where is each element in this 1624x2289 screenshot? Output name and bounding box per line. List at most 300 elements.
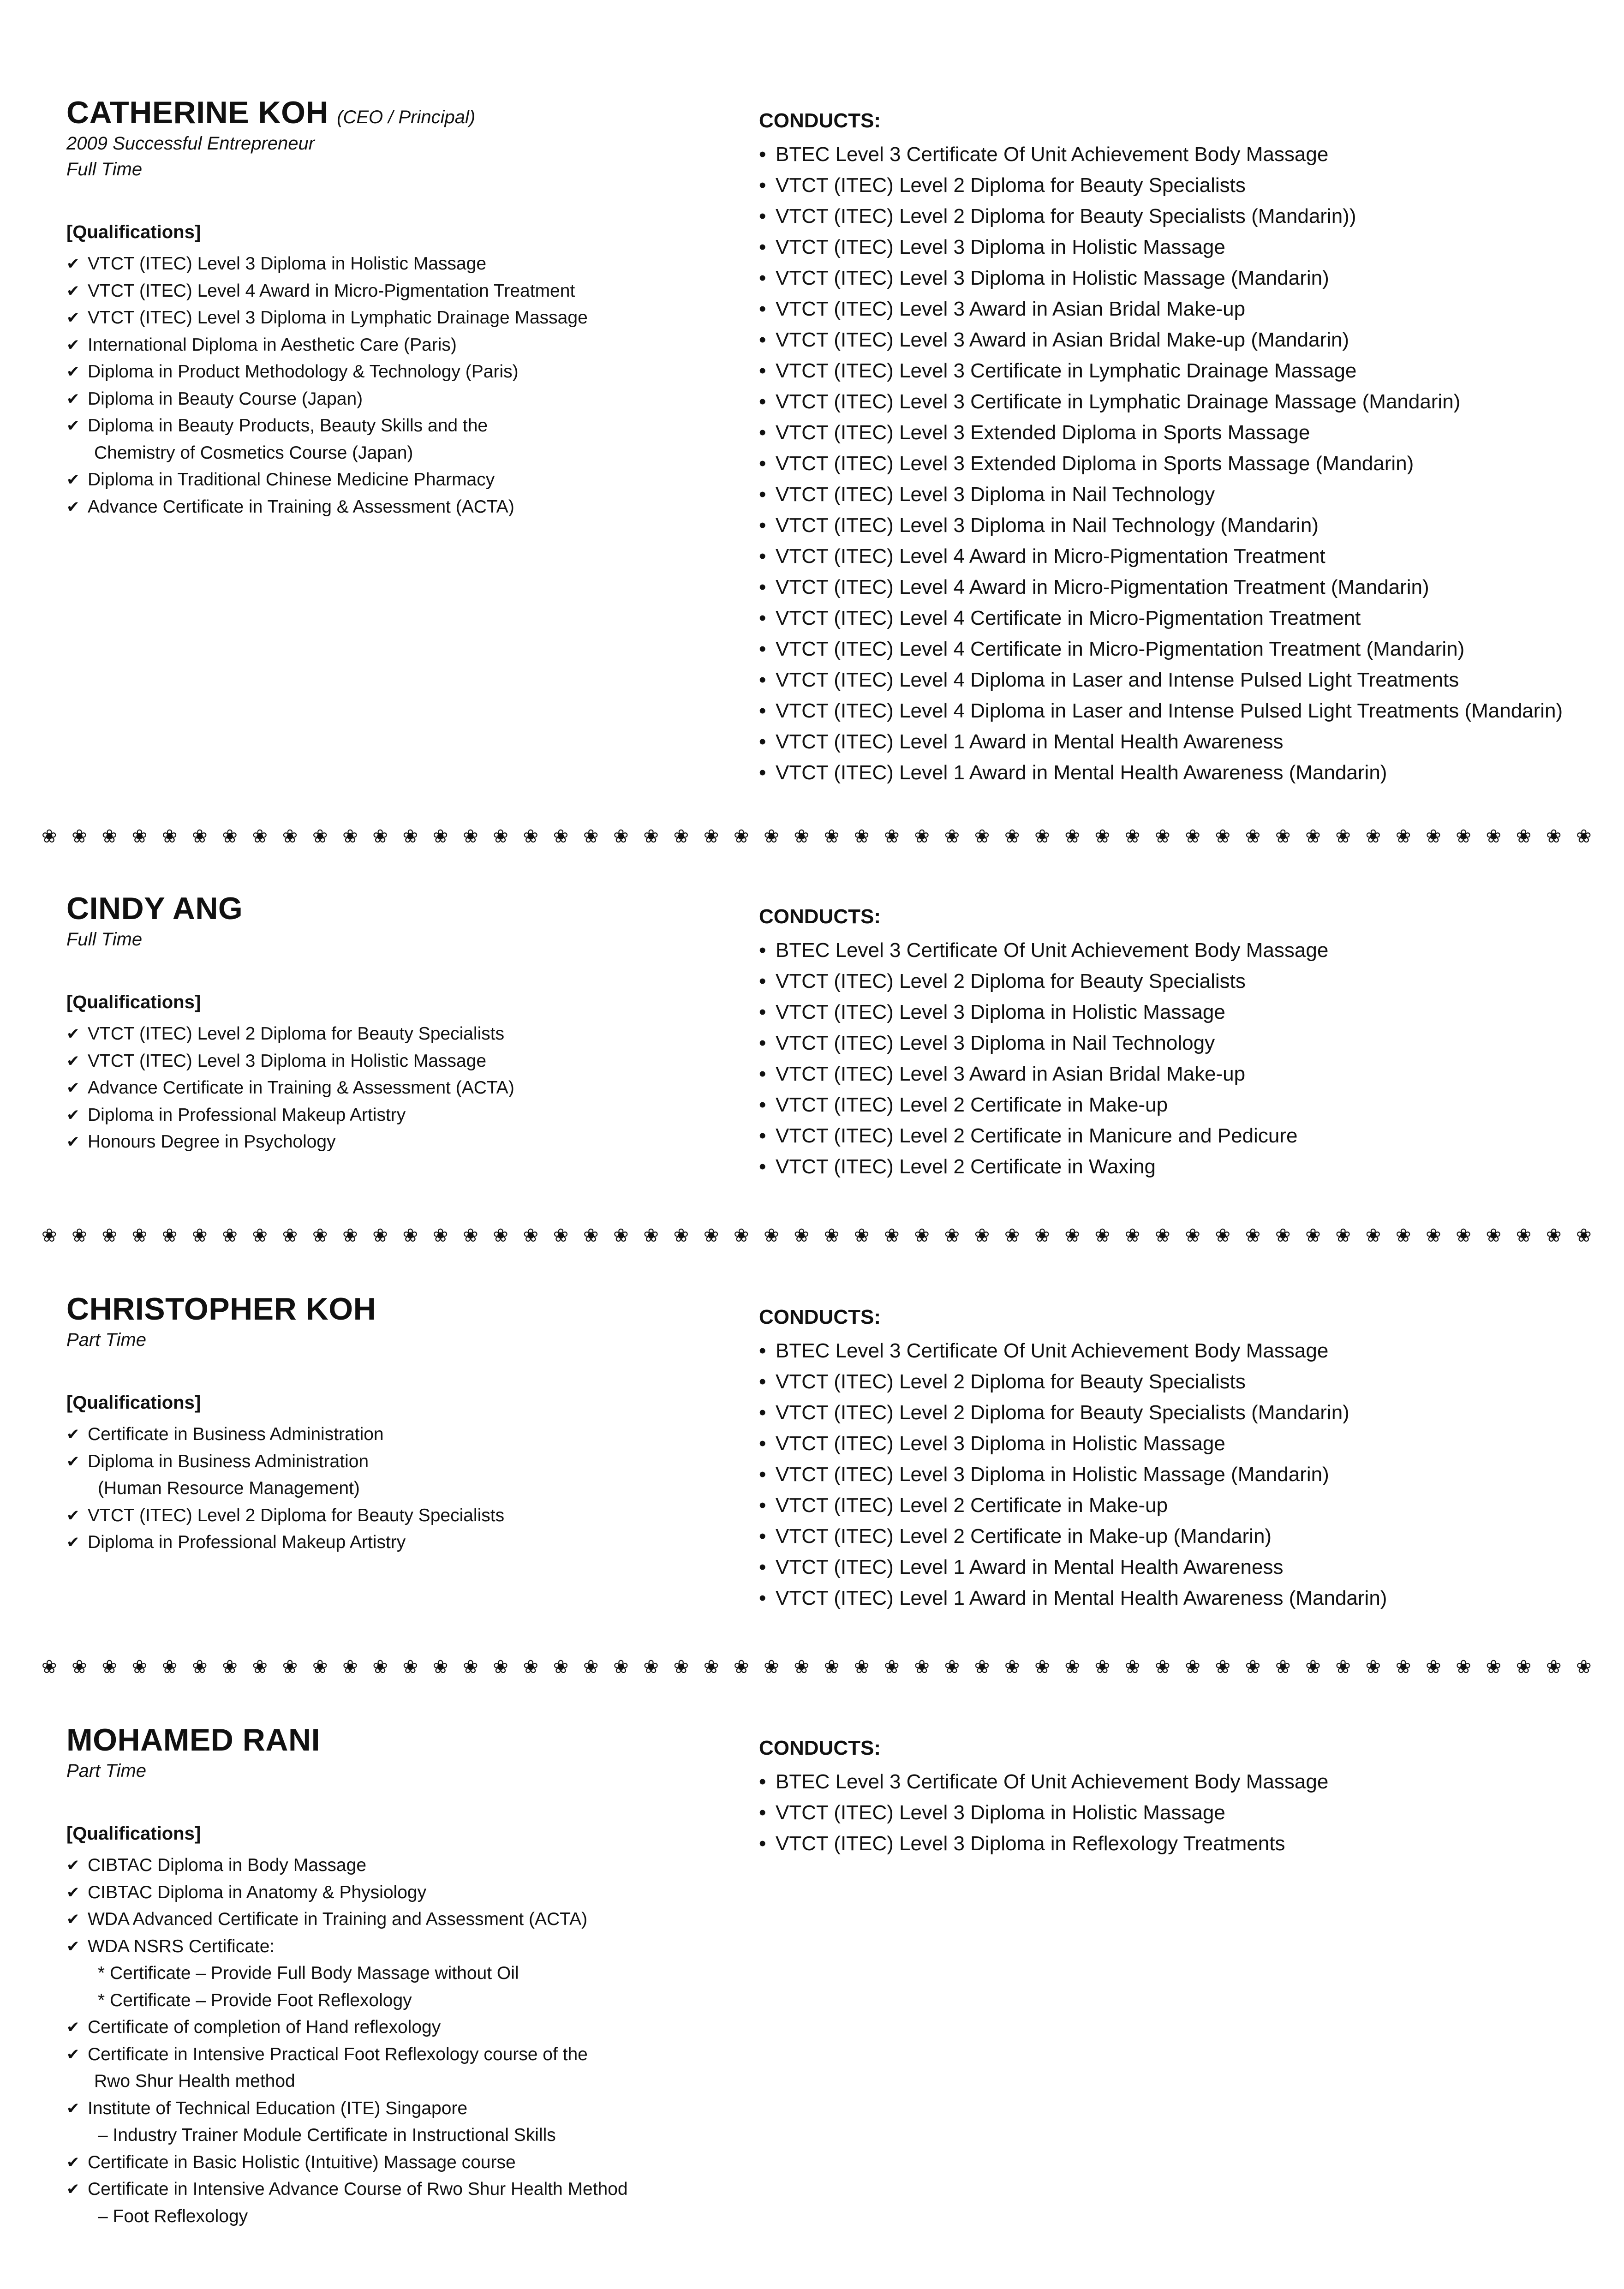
list-item: ✔ Diploma in Business Administration <box>66 1448 735 1476</box>
profile-details <box>66 95 735 520</box>
flower-icon: ❀ <box>854 826 870 847</box>
bullet-icon: • <box>759 1155 766 1178</box>
flower-icon: ❀ <box>553 1225 569 1246</box>
flower-icon: ❀ <box>372 826 388 847</box>
list-item: ✔ Diploma in Professional Makeup Artistry <box>66 1102 735 1129</box>
qualifications-list <box>66 251 735 520</box>
list-item: ✔ Diploma in Beauty Course (Japan) <box>66 386 735 413</box>
flower-icon: ❀ <box>944 1657 960 1677</box>
list-item: • BTEC Level 3 Certificate Of Unit Achievement Body Massage <box>759 1766 1589 1797</box>
bullet-icon: • <box>759 1063 766 1085</box>
list-item: ✔ VTCT (ITEC) Level 3 Diploma in Holistic Massage <box>66 251 735 278</box>
check-icon: ✔ <box>66 2153 80 2171</box>
bullet-icon: • <box>759 514 766 537</box>
list-item: ✔ Certificate of completion of Hand reflexology <box>66 2014 735 2041</box>
flower-icon: ❀ <box>102 826 117 847</box>
list-item: • VTCT (ITEC) Level 4 Diploma in Laser and Intense Pulsed Light Treatments <box>759 664 1589 695</box>
list-item: • VTCT (ITEC) Level 3 Diploma in Holistic Massage (Mandarin) <box>759 1459 1589 1490</box>
flower-icon: ❀ <box>643 826 659 847</box>
flower-icon: ❀ <box>1456 1225 1471 1246</box>
flower-icon: ❀ <box>1094 1657 1111 1677</box>
flower-icon: ❀ <box>192 826 208 847</box>
flower-icon: ❀ <box>1516 826 1532 847</box>
flower-icon: ❀ <box>1516 1657 1532 1677</box>
flower-icon: ❀ <box>703 1657 719 1677</box>
flower-icon: ❀ <box>1335 1657 1351 1677</box>
flower-icon: ❀ <box>1004 1657 1020 1677</box>
list-item: • VTCT (ITEC) Level 4 Award in Micro-Pigmentation Treatment (Mandarin) <box>759 572 1589 603</box>
list-item: • VTCT (ITEC) Level 3 Diploma in Reflexology Treatments <box>759 1828 1589 1859</box>
list-item: • VTCT (ITEC) Level 3 Diploma in Holistic Massage (Mandarin) <box>759 263 1589 293</box>
staff-name: CATHERINE KOH <box>66 95 329 130</box>
bullet-icon: • <box>759 236 766 258</box>
check-icon: ✔ <box>66 498 80 516</box>
flower-icon: ❀ <box>222 1225 238 1246</box>
flower-icon: ❀ <box>131 1657 148 1677</box>
bullet-icon: • <box>759 329 766 351</box>
flower-icon: ❀ <box>613 1657 629 1677</box>
flower-icon: ❀ <box>1395 1657 1411 1677</box>
list-item: • VTCT (ITEC) Level 3 Certificate in Lymphatic Drainage Massage (Mandarin) <box>759 386 1589 417</box>
qualifications-heading: [Qualifications] <box>66 222 201 242</box>
flower-icon: ❀ <box>734 1225 749 1246</box>
list-item: • VTCT (ITEC) Level 1 Award in Mental Health Awareness (Mandarin) <box>759 757 1589 788</box>
check-icon: ✔ <box>66 1534 80 1551</box>
flower-icon: ❀ <box>884 826 900 847</box>
bullet-icon: • <box>759 545 766 568</box>
list-item: • BTEC Level 3 Certificate Of Unit Achievement Body Massage <box>759 139 1589 170</box>
staff-name: CHRISTOPHER KOH <box>66 1291 376 1327</box>
bullet-icon: • <box>759 1370 766 1393</box>
flower-icon: ❀ <box>372 1225 388 1246</box>
flower-icon: ❀ <box>161 1657 178 1677</box>
flower-icon: ❀ <box>613 1225 629 1246</box>
check-icon: ✔ <box>66 363 80 381</box>
list-item: • VTCT (ITEC) Level 2 Certificate in Manicure and Pedicure <box>759 1120 1589 1151</box>
bullet-icon: • <box>759 730 766 753</box>
check-icon: ✔ <box>66 1426 80 1443</box>
bullet-icon: • <box>759 1494 766 1517</box>
bullet-icon: • <box>759 699 766 722</box>
flower-icon: ❀ <box>1365 1657 1381 1677</box>
list-item: • VTCT (ITEC) Level 4 Certificate in Micro-Pigmentation Treatment <box>759 603 1589 634</box>
flower-icon: ❀ <box>222 1657 238 1677</box>
staff-subtitle: 2009 Successful Entrepreneur <box>66 133 315 154</box>
flower-icon: ❀ <box>523 826 539 847</box>
flower-icon: ❀ <box>463 1657 478 1677</box>
flower-icon: ❀ <box>673 1657 689 1677</box>
flower-icon: ❀ <box>432 826 448 847</box>
flower-icon: ❀ <box>1576 826 1592 847</box>
conducts-heading: CONDUCTS: <box>759 109 881 132</box>
list-item-continuation: Chemistry of Cosmetics Course (Japan) <box>94 442 413 463</box>
flower-icon: ❀ <box>1426 1225 1441 1246</box>
qualifications-list <box>66 1852 735 2230</box>
qualifications-heading: [Qualifications] <box>66 992 201 1012</box>
flower-divider <box>42 1656 1592 1678</box>
list-item: ✔ Certificate in Business Administration <box>66 1421 735 1448</box>
flower-icon: ❀ <box>402 1657 418 1677</box>
flower-icon: ❀ <box>1245 1657 1261 1677</box>
check-icon: ✔ <box>66 1937 80 1955</box>
bullet-icon: • <box>759 607 766 629</box>
flower-icon: ❀ <box>1094 1225 1111 1246</box>
list-item: ✔ Diploma in Product Methodology & Technology (Paris) <box>66 359 735 386</box>
list-item: ✔ CIBTAC Diploma in Anatomy & Physiology <box>66 1879 735 1907</box>
flower-icon: ❀ <box>72 826 87 847</box>
flower-icon: ❀ <box>1426 826 1441 847</box>
list-item: • VTCT (ITEC) Level 3 Award in Asian Bridal Make-up (Mandarin) <box>759 324 1589 355</box>
flower-icon: ❀ <box>1456 826 1471 847</box>
check-icon: ✔ <box>66 1857 80 1874</box>
flower-icon: ❀ <box>1275 1657 1291 1677</box>
flower-icon: ❀ <box>161 1225 178 1246</box>
flower-icon: ❀ <box>1546 1657 1562 1677</box>
flower-icon: ❀ <box>1185 826 1200 847</box>
flower-icon: ❀ <box>703 1225 719 1246</box>
flower-icon: ❀ <box>1365 826 1381 847</box>
bullet-icon: • <box>759 1124 766 1147</box>
bullet-icon: • <box>759 298 766 320</box>
flower-icon: ❀ <box>1576 1225 1592 1246</box>
list-item: • VTCT (ITEC) Level 2 Certificate in Make-up <box>759 1089 1589 1120</box>
flower-icon: ❀ <box>703 826 719 847</box>
bullet-icon: • <box>759 143 766 166</box>
list-item-continuation: * Certificate – Provide Full Body Massage without Oil <box>98 1963 519 1983</box>
list-item: ✔ VTCT (ITEC) Level 2 Diploma for Beauty Specialists <box>66 1021 735 1048</box>
flower-icon: ❀ <box>764 1657 779 1677</box>
check-icon: ✔ <box>66 390 80 408</box>
flower-icon: ❀ <box>402 1225 418 1246</box>
flower-icon: ❀ <box>944 826 960 847</box>
flower-icon: ❀ <box>1064 1225 1080 1246</box>
flower-icon: ❀ <box>402 826 418 847</box>
qualifications-list <box>66 1421 735 1556</box>
list-item: ✔ WDA Advanced Certificate in Training and Assessment (ACTA) <box>66 1906 735 1933</box>
flower-icon: ❀ <box>1215 1657 1231 1677</box>
staff-name: MOHAMED RANI <box>66 1722 320 1757</box>
flower-icon: ❀ <box>252 1657 268 1677</box>
bullet-icon: • <box>759 452 766 475</box>
check-icon: ✔ <box>66 1079 80 1097</box>
flower-icon: ❀ <box>42 826 57 847</box>
flower-icon: ❀ <box>312 1657 328 1677</box>
flower-icon: ❀ <box>222 826 238 847</box>
flower-icon: ❀ <box>1576 1657 1592 1677</box>
list-item: ✔ CIBTAC Diploma in Body Massage <box>66 1852 735 1879</box>
list-item: • VTCT (ITEC) Level 3 Award in Asian Bridal Make-up <box>759 293 1589 324</box>
name-line <box>66 95 735 131</box>
flower-icon: ❀ <box>523 1225 539 1246</box>
list-item: • VTCT (ITEC) Level 3 Diploma in Holistic Massage <box>759 1428 1589 1459</box>
list-item: ✔ Advance Certificate in Training & Assessment (ACTA) <box>66 1075 735 1102</box>
flower-icon: ❀ <box>974 1225 990 1246</box>
check-icon: ✔ <box>66 336 80 354</box>
flower-icon: ❀ <box>794 826 809 847</box>
list-item: ✔ Certificate in Intensive Advance Course of Rwo Shur Health Method <box>66 2176 735 2203</box>
conducts-heading: CONDUCTS: <box>759 905 881 928</box>
list-item: • VTCT (ITEC) Level 3 Extended Diploma in Sports Massage <box>759 417 1589 448</box>
list-item: ✔ Certificate in Intensive Practical Foot Reflexology course of the <box>66 2041 735 2068</box>
flower-icon: ❀ <box>1456 1657 1471 1677</box>
flower-icon: ❀ <box>824 826 840 847</box>
bullet-icon: • <box>759 669 766 691</box>
flower-divider <box>42 826 1592 847</box>
flower-icon: ❀ <box>824 1225 840 1246</box>
flower-icon: ❀ <box>432 1225 448 1246</box>
list-item: • VTCT (ITEC) Level 3 Extended Diploma in Sports Massage (Mandarin) <box>759 448 1589 479</box>
check-icon: ✔ <box>66 2019 80 2036</box>
flower-icon: ❀ <box>1395 826 1411 847</box>
flower-icon: ❀ <box>312 826 328 847</box>
flower-icon: ❀ <box>72 1657 87 1677</box>
list-item-continuation: – Foot Reflexology <box>98 2206 248 2226</box>
bullet-icon: • <box>759 1770 766 1793</box>
list-item: ✔ Institute of Technical Education (ITE) Singapore <box>66 2095 735 2122</box>
flower-icon: ❀ <box>463 1225 478 1246</box>
flower-icon: ❀ <box>131 1225 148 1246</box>
name-line <box>66 1291 735 1327</box>
flower-icon: ❀ <box>643 1657 659 1677</box>
qualifications-heading: [Qualifications] <box>66 1823 201 1844</box>
flower-icon: ❀ <box>643 1225 659 1246</box>
flower-icon: ❀ <box>1064 1657 1080 1677</box>
list-item: ✔ VTCT (ITEC) Level 3 Diploma in Holistic Massage <box>66 1048 735 1075</box>
bullet-icon: • <box>759 576 766 598</box>
flower-icon: ❀ <box>1516 1225 1532 1246</box>
flower-icon: ❀ <box>1094 826 1111 847</box>
profile-details <box>66 1722 735 2230</box>
bullet-icon: • <box>759 359 766 382</box>
flower-icon: ❀ <box>372 1657 388 1677</box>
bullet-icon: • <box>759 1801 766 1824</box>
flower-icon: ❀ <box>42 1657 57 1677</box>
conducts-list <box>759 935 1589 1182</box>
list-item: ✔ WDA NSRS Certificate: <box>66 1933 735 1960</box>
bullet-icon: • <box>759 1401 766 1424</box>
flower-icon: ❀ <box>583 1225 599 1246</box>
flower-icon: ❀ <box>824 1657 840 1677</box>
flower-icon: ❀ <box>734 1657 749 1677</box>
flower-icon: ❀ <box>734 826 749 847</box>
flower-icon: ❀ <box>974 1657 990 1677</box>
bullet-icon: • <box>759 1432 766 1455</box>
list-item: • VTCT (ITEC) Level 4 Diploma in Laser and Intense Pulsed Light Treatments (Mandarin) <box>759 695 1589 726</box>
list-item: • VTCT (ITEC) Level 2 Diploma for Beauty Specialists <box>759 170 1589 201</box>
flower-icon: ❀ <box>192 1657 208 1677</box>
employment-type: Full Time <box>66 929 143 950</box>
flower-icon: ❀ <box>1395 1225 1411 1246</box>
flower-icon: ❀ <box>1365 1225 1381 1246</box>
flower-icon: ❀ <box>1155 1225 1170 1246</box>
bullet-icon: • <box>759 483 766 506</box>
flower-icon: ❀ <box>1155 826 1170 847</box>
list-item: • VTCT (ITEC) Level 3 Diploma in Nail Technology <box>759 479 1589 510</box>
flower-icon: ❀ <box>1426 1657 1441 1677</box>
conducts-heading: CONDUCTS: <box>759 1737 881 1759</box>
bullet-icon: • <box>759 1525 766 1548</box>
check-icon: ✔ <box>66 1052 80 1070</box>
flower-icon: ❀ <box>854 1225 870 1246</box>
check-icon: ✔ <box>66 2099 80 2117</box>
flower-icon: ❀ <box>1546 1225 1562 1246</box>
list-item: • VTCT (ITEC) Level 2 Diploma for Beauty Specialists <box>759 966 1589 997</box>
flower-icon: ❀ <box>1185 1657 1200 1677</box>
flower-icon: ❀ <box>252 826 268 847</box>
flower-icon: ❀ <box>161 826 178 847</box>
flower-icon: ❀ <box>974 826 990 847</box>
qualifications-list <box>66 1021 735 1156</box>
check-icon: ✔ <box>66 2045 80 2063</box>
check-icon: ✔ <box>66 1133 80 1151</box>
staff-name: CINDY ANG <box>66 891 243 926</box>
flower-icon: ❀ <box>282 1657 298 1677</box>
list-item: • BTEC Level 3 Certificate Of Unit Achievement Body Massage <box>759 1335 1589 1366</box>
flower-icon: ❀ <box>342 1657 358 1677</box>
list-item: • VTCT (ITEC) Level 2 Certificate in Make-up (Mandarin) <box>759 1521 1589 1552</box>
flower-icon: ❀ <box>673 1225 689 1246</box>
conducts-column <box>759 1732 1589 1859</box>
bullet-icon: • <box>759 205 766 227</box>
list-item: ✔ VTCT (ITEC) Level 4 Award in Micro-Pigmentation Treatment <box>66 278 735 305</box>
bullet-icon: • <box>759 1001 766 1023</box>
profile-details <box>66 1291 735 1556</box>
flower-icon: ❀ <box>282 826 298 847</box>
flower-icon: ❀ <box>1004 826 1020 847</box>
flower-icon: ❀ <box>102 1657 117 1677</box>
name-line <box>66 890 735 926</box>
bullet-icon: • <box>759 1832 766 1855</box>
flower-icon: ❀ <box>1124 1657 1140 1677</box>
flower-icon: ❀ <box>1034 1225 1050 1246</box>
flower-icon: ❀ <box>192 1225 208 1246</box>
list-item: • VTCT (ITEC) Level 2 Diploma for Beauty Specialists (Mandarin) <box>759 1397 1589 1428</box>
conducts-column <box>759 105 1589 788</box>
flower-icon: ❀ <box>1004 1225 1020 1246</box>
qualifications-heading: [Qualifications] <box>66 1393 201 1413</box>
employment-type: Part Time <box>66 1330 147 1350</box>
flower-icon: ❀ <box>1335 826 1351 847</box>
profile-details <box>66 890 735 1156</box>
flower-icon: ❀ <box>312 1225 328 1246</box>
flower-icon: ❀ <box>1275 826 1291 847</box>
flower-icon: ❀ <box>342 826 358 847</box>
list-item: • VTCT (ITEC) Level 1 Award in Mental Health Awareness (Mandarin) <box>759 1583 1589 1614</box>
check-icon: ✔ <box>66 1452 80 1470</box>
check-icon: ✔ <box>66 1506 80 1524</box>
flower-icon: ❀ <box>252 1225 268 1246</box>
flower-icon: ❀ <box>1185 1225 1200 1246</box>
employment-type: Part Time <box>66 1761 147 1781</box>
list-item: • VTCT (ITEC) Level 2 Diploma for Beauty Specialists (Mandarin)) <box>759 201 1589 232</box>
check-icon: ✔ <box>66 1883 80 1901</box>
bullet-icon: • <box>759 390 766 413</box>
list-item: ✔ Diploma in Professional Makeup Artistry <box>66 1529 735 1556</box>
check-icon: ✔ <box>66 471 80 489</box>
flower-icon: ❀ <box>613 826 629 847</box>
flower-icon: ❀ <box>493 826 508 847</box>
flower-icon: ❀ <box>1034 1657 1050 1677</box>
list-item: • VTCT (ITEC) Level 2 Certificate in Make-up <box>759 1490 1589 1521</box>
check-icon: ✔ <box>66 1106 80 1124</box>
bullet-icon: • <box>759 970 766 992</box>
list-item: • VTCT (ITEC) Level 3 Diploma in Nail Technology (Mandarin) <box>759 510 1589 541</box>
flower-icon: ❀ <box>914 826 930 847</box>
bullet-icon: • <box>759 1032 766 1054</box>
flower-icon: ❀ <box>1124 826 1140 847</box>
flower-icon: ❀ <box>914 1225 930 1246</box>
bullet-icon: • <box>759 1094 766 1116</box>
list-item: • VTCT (ITEC) Level 2 Certificate in Waxing <box>759 1151 1589 1182</box>
flower-icon: ❀ <box>102 1225 117 1246</box>
flower-icon: ❀ <box>854 1657 870 1677</box>
conducts-list <box>759 1766 1589 1859</box>
list-item: • BTEC Level 3 Certificate Of Unit Achievement Body Massage <box>759 935 1589 966</box>
name-line <box>66 1722 735 1758</box>
bullet-icon: • <box>759 267 766 289</box>
flower-icon: ❀ <box>1215 826 1231 847</box>
list-item: ✔ Advance Certificate in Training & Assessment (ACTA) <box>66 494 735 521</box>
flower-icon: ❀ <box>131 826 148 847</box>
list-item: ✔ International Diploma in Aesthetic Care (Paris) <box>66 332 735 359</box>
flower-icon: ❀ <box>794 1225 809 1246</box>
flower-icon: ❀ <box>583 826 599 847</box>
flower-icon: ❀ <box>523 1657 539 1677</box>
flower-divider <box>42 1225 1592 1246</box>
flower-icon: ❀ <box>1124 1225 1140 1246</box>
conducts-column <box>759 901 1589 1182</box>
list-item: • VTCT (ITEC) Level 2 Diploma for Beauty Specialists <box>759 1366 1589 1397</box>
flower-icon: ❀ <box>1215 1225 1231 1246</box>
flower-icon: ❀ <box>553 1657 569 1677</box>
check-icon: ✔ <box>66 255 80 273</box>
flower-icon: ❀ <box>1546 826 1562 847</box>
staff-role: (CEO / Principal) <box>337 107 476 127</box>
check-icon: ✔ <box>66 417 80 435</box>
check-icon: ✔ <box>66 309 80 327</box>
bullet-icon: • <box>759 174 766 197</box>
flower-icon: ❀ <box>1034 826 1050 847</box>
list-item: • VTCT (ITEC) Level 3 Diploma in Holistic Massage <box>759 997 1589 1028</box>
list-item-continuation: (Human Resource Management) <box>98 1478 360 1498</box>
flower-icon: ❀ <box>1486 1225 1502 1246</box>
flower-icon: ❀ <box>493 1225 508 1246</box>
list-item: ✔ Honours Degree in Psychology <box>66 1129 735 1156</box>
flower-icon: ❀ <box>673 826 689 847</box>
flower-icon: ❀ <box>1245 1225 1261 1246</box>
list-item: ✔ VTCT (ITEC) Level 2 Diploma for Beauty Specialists <box>66 1502 735 1530</box>
list-item: • VTCT (ITEC) Level 4 Certificate in Micro-Pigmentation Treatment (Mandarin) <box>759 634 1589 664</box>
flower-icon: ❀ <box>583 1657 599 1677</box>
flower-icon: ❀ <box>1064 826 1080 847</box>
flower-icon: ❀ <box>1335 1225 1351 1246</box>
check-icon: ✔ <box>66 2181 80 2198</box>
bullet-icon: • <box>759 939 766 962</box>
bullet-icon: • <box>759 1463 766 1486</box>
list-item-continuation: – Industry Trainer Module Certificate in Instructional Skills <box>98 2125 556 2145</box>
list-item: • VTCT (ITEC) Level 3 Diploma in Holistic Massage <box>759 1797 1589 1828</box>
check-icon: ✔ <box>66 1911 80 1928</box>
flower-icon: ❀ <box>764 826 779 847</box>
bullet-icon: • <box>759 761 766 784</box>
list-item: ✔ Certificate in Basic Holistic (Intuitive) Massage course <box>66 2149 735 2176</box>
flower-icon: ❀ <box>342 1225 358 1246</box>
flower-icon: ❀ <box>493 1657 508 1677</box>
flower-icon: ❀ <box>282 1225 298 1246</box>
list-item: • VTCT (ITEC) Level 1 Award in Mental Health Awareness <box>759 726 1589 757</box>
flower-icon: ❀ <box>553 826 569 847</box>
conducts-list <box>759 139 1589 788</box>
